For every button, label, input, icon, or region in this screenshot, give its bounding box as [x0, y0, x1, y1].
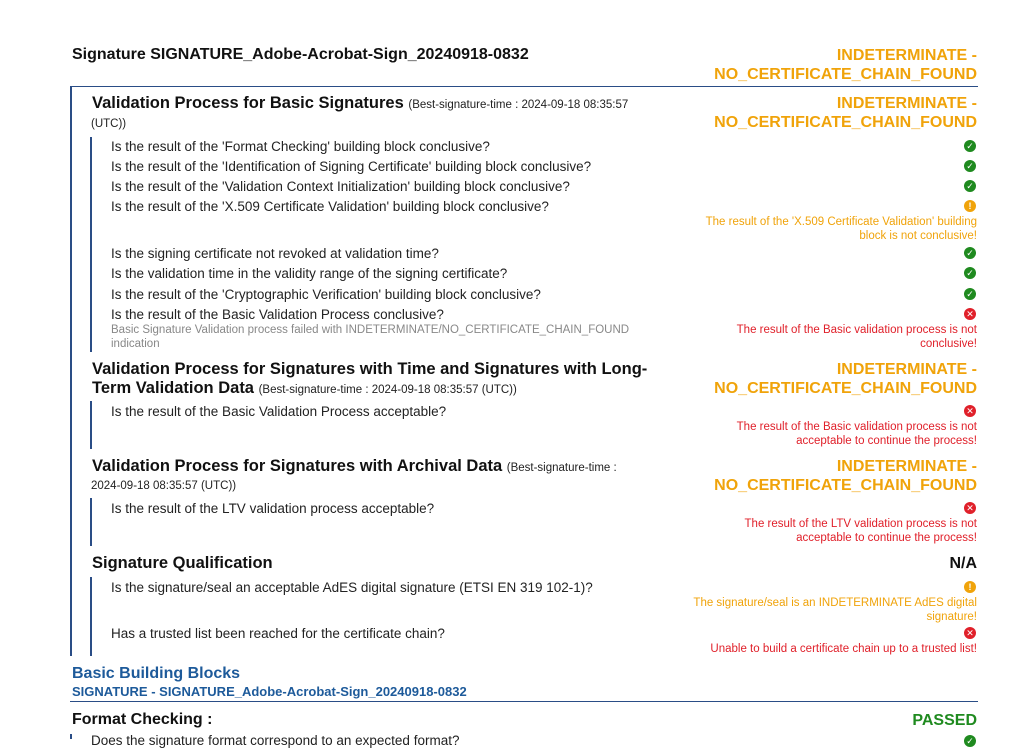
archival-error-message: [745, 517, 977, 545]
basic-status-line2: NO_CERTIFICATE_CHAIN_FOUND: [714, 114, 977, 131]
basic-check-question: Is the result of the 'Format Checking' building block conclusive?: [111, 139, 490, 154]
ltv-time: (Best-signature-time : 2024-09-18 08:35:57 (UTC)): [258, 384, 517, 396]
ltv-status-line2: NO_CERTIFICATE_CHAIN_FOUND: [714, 380, 977, 397]
format-checking-title: Format Checking :: [72, 711, 213, 728]
basic-check-warning-message: [706, 215, 977, 243]
signature-status: [714, 46, 977, 84]
format-checking-bar: [70, 734, 72, 739]
archival-checks-bar: [90, 498, 92, 546]
basic-status: [714, 94, 977, 132]
qualification-question-trusted-list: Has a trusted list been reached for the certificate chain?: [111, 626, 445, 641]
error-line2: acceptable to continue the process!: [796, 532, 977, 544]
signature-status-line2: NO_CERTIFICATE_CHAIN_FOUND: [714, 66, 977, 83]
format-checking-question: Does the signature format correspond to an expected format?: [91, 733, 460, 748]
archival-status-line2: NO_CERTIFICATE_CHAIN_FOUND: [714, 477, 977, 494]
ltv-title-line2: Term Validation Data: [92, 379, 254, 397]
archival-status-line1: INDETERMINATE -: [836, 458, 977, 475]
basic-time: (Best-signature-time : 2024-09-18 08:35:57: [408, 99, 629, 111]
ltv-status: [714, 360, 977, 398]
ltv-checks-bar: [90, 401, 92, 449]
error-line2: acceptable to continue the process!: [796, 435, 977, 447]
basic-check-question: Is the result of the 'X.509 Certificate Validation' building block conclusive?: [111, 199, 549, 214]
subtext-line1: Basic Signature Validation process failed with INDETERMINATE/NO_CERTIFICATE_CHAIN_FOUND: [111, 324, 630, 336]
format-checking-status: PASSED: [912, 712, 977, 729]
basic-section-title: [92, 94, 672, 115]
signature-title: Signature SIGNATURE_Adobe-Acrobat-Sign_20240918-0832: [72, 46, 529, 63]
check-passed-icon: ✓: [964, 267, 976, 279]
qualification-warning-message: [693, 596, 977, 624]
basic-check-subtext: [111, 323, 629, 351]
qualification-title: Signature Qualification: [92, 554, 273, 572]
warning-line1: The signature/seal is an INDETERMINATE AdES digital: [693, 597, 977, 609]
warning-icon: !: [964, 581, 976, 593]
basic-time-cont: (UTC)): [91, 118, 127, 130]
warning-line2: block is not conclusive!: [859, 230, 977, 242]
subtext-line2: indication: [111, 338, 160, 350]
warning-icon: !: [964, 200, 976, 212]
error-line1: The result of the Basic validation process is not: [736, 421, 977, 433]
basic-check-question: Is the result of the 'Cryptographic Verification' building block conclusive?: [111, 287, 541, 302]
archival-time-cont: 2024-09-18 08:35:57 (UTC)): [91, 480, 237, 492]
signature-left-bar: [70, 86, 72, 656]
basic-title: Validation Process for Basic Signatures: [92, 94, 404, 112]
basic-check-question: Is the result of the Basic Validation Process conclusive?: [111, 307, 444, 322]
error-icon: ✕: [964, 502, 976, 514]
check-passed-icon: ✓: [964, 140, 976, 152]
ltv-title-line2-row: [92, 379, 692, 400]
basic-status-line1: INDETERMINATE -: [836, 95, 977, 112]
ltv-section-title: [92, 360, 692, 400]
basic-check-question: Is the result of the 'Validation Context Initialization' building block conclusive?: [111, 179, 570, 194]
ltv-title-line1: Validation Process for Signatures with Time and Signatures with Long-: [92, 360, 648, 378]
ltv-question: Is the result of the Basic Validation Process acceptable?: [111, 404, 447, 419]
qualification-error-message: Unable to build a certificate chain up to a trusted list!: [710, 643, 977, 655]
archival-time: (Best-signature-time :: [506, 462, 617, 474]
basic-check-question: Is the validation time in the validity range of the signing certificate?: [111, 266, 508, 281]
archival-title: Validation Process for Signatures with Archival Data: [92, 457, 503, 475]
error-line2: conclusive!: [920, 338, 977, 350]
signature-divider: [70, 86, 978, 87]
error-icon: ✕: [964, 405, 976, 417]
check-passed-icon: ✓: [964, 735, 976, 747]
qualification-checks-bar: [90, 577, 92, 656]
ltv-error-message: [737, 420, 977, 448]
archival-section-title: [92, 457, 652, 478]
basic-check-question: Is the signing certificate not revoked at validation time?: [111, 246, 439, 261]
check-passed-icon: ✓: [964, 180, 976, 192]
check-passed-icon: ✓: [964, 288, 976, 300]
check-passed-icon: ✓: [964, 160, 976, 172]
error-icon: ✕: [964, 308, 976, 320]
error-icon: ✕: [964, 627, 976, 639]
bbb-divider: [70, 701, 978, 702]
signature-status-line1: INDETERMINATE -: [836, 47, 977, 64]
check-passed-icon: ✓: [964, 247, 976, 259]
error-line1: The result of the LTV validation process is not: [744, 518, 977, 530]
basic-check-error-message: [737, 323, 977, 351]
bbb-subtitle: SIGNATURE - SIGNATURE_Adobe-Acrobat-Sign_20240918-0832: [72, 684, 467, 699]
warning-line2: signature!: [926, 611, 977, 623]
qualification-question-ades: Is the signature/seal an acceptable AdES digital signature (ETSI EN 319 102-1)?: [111, 580, 593, 595]
basic-check-question: Is the result of the 'Identification of Signing Certificate' building block conclusive?: [111, 159, 592, 174]
archival-question: Is the result of the LTV validation process acceptable?: [111, 501, 435, 516]
warning-line1: The result of the 'X.509 Certificate Validation' building: [705, 216, 977, 228]
ltv-status-line1: INDETERMINATE -: [836, 361, 977, 378]
basic-checks-bar: [90, 137, 92, 352]
error-line1: The result of the Basic validation process is not: [736, 324, 977, 336]
bbb-title: Basic Building Blocks: [72, 665, 241, 682]
archival-status: [714, 457, 977, 495]
qualification-status: N/A: [949, 555, 977, 572]
